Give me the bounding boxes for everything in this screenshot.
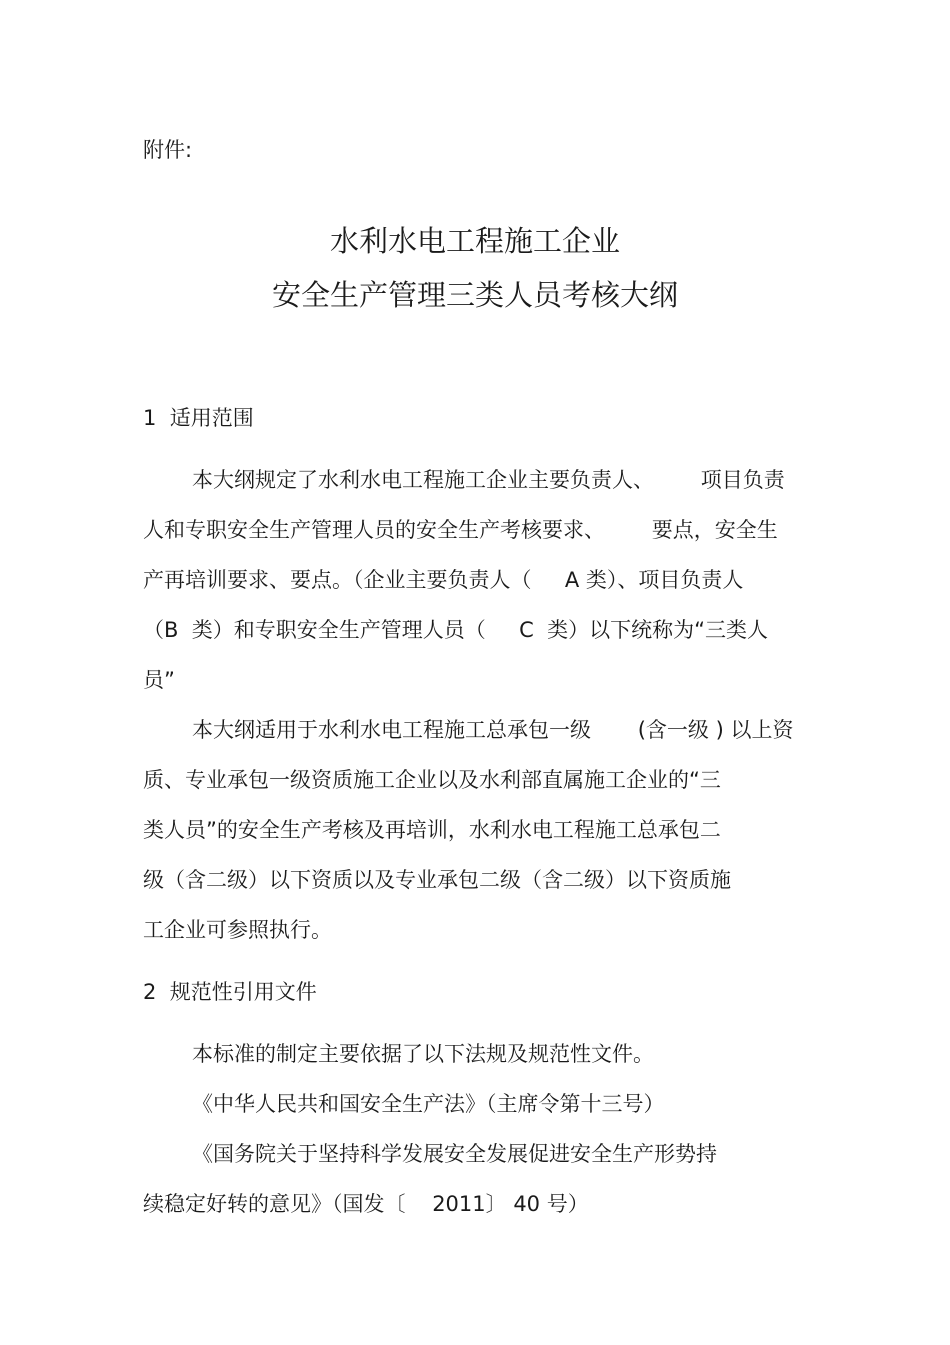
- paragraph-line: 产再培训要求、要点。（企业主要负责人（ A 类）、项目负责人: [143, 568, 744, 592]
- paragraph-line: （B 类）和专职安全生产管理人员（ C 类）以下统称为“三类人: [143, 618, 769, 642]
- paragraph-line: 员”: [143, 668, 175, 692]
- paragraph-line: 本大纲规定了水利水电工程施工企业主要负责人、 项目负责: [192, 468, 785, 492]
- paragraph-line: 级（含二级）以下资质以及专业承包二级（含二级）以下资质施: [143, 868, 731, 892]
- reference-line: 《国务院关于坚持科学发展安全发展促进安全生产形势持: [192, 1142, 717, 1166]
- paragraph-line: 质、专业承包一级资质施工企业以及水利部直属施工企业的“三: [143, 768, 721, 792]
- paragraph-line: 类人员”的安全生产考核及再培训，水利水电工程施工总承包二: [143, 818, 721, 842]
- paragraph-line: 人和专职安全生产管理人员的安全生产考核要求、 要点，安全生: [143, 518, 778, 542]
- reference-line: 续稳定好转的意见》（国发〔 2011〕 40 号）: [143, 1192, 589, 1216]
- title-line-2: 安全生产管理三类人员考核大纲: [271, 278, 678, 312]
- paragraph-line: 工企业可参照执行。: [143, 918, 332, 942]
- attachment-label: 附件:: [143, 138, 193, 162]
- section-2-intro: 本标准的制定主要依据了以下法规及规范性文件。: [192, 1042, 654, 1066]
- title-line-1: 水利水电工程施工企业: [329, 224, 620, 258]
- paragraph-line: 本大纲适用于水利水电工程施工总承包一级 (含一级 ) 以上资: [192, 718, 794, 742]
- section-1-heading: 1 适用范围: [143, 406, 254, 430]
- section-2-heading: 2 规范性引用文件: [143, 980, 317, 1004]
- reference-1: 《中华人民共和国安全生产法》（主席令第十三号）: [192, 1092, 665, 1116]
